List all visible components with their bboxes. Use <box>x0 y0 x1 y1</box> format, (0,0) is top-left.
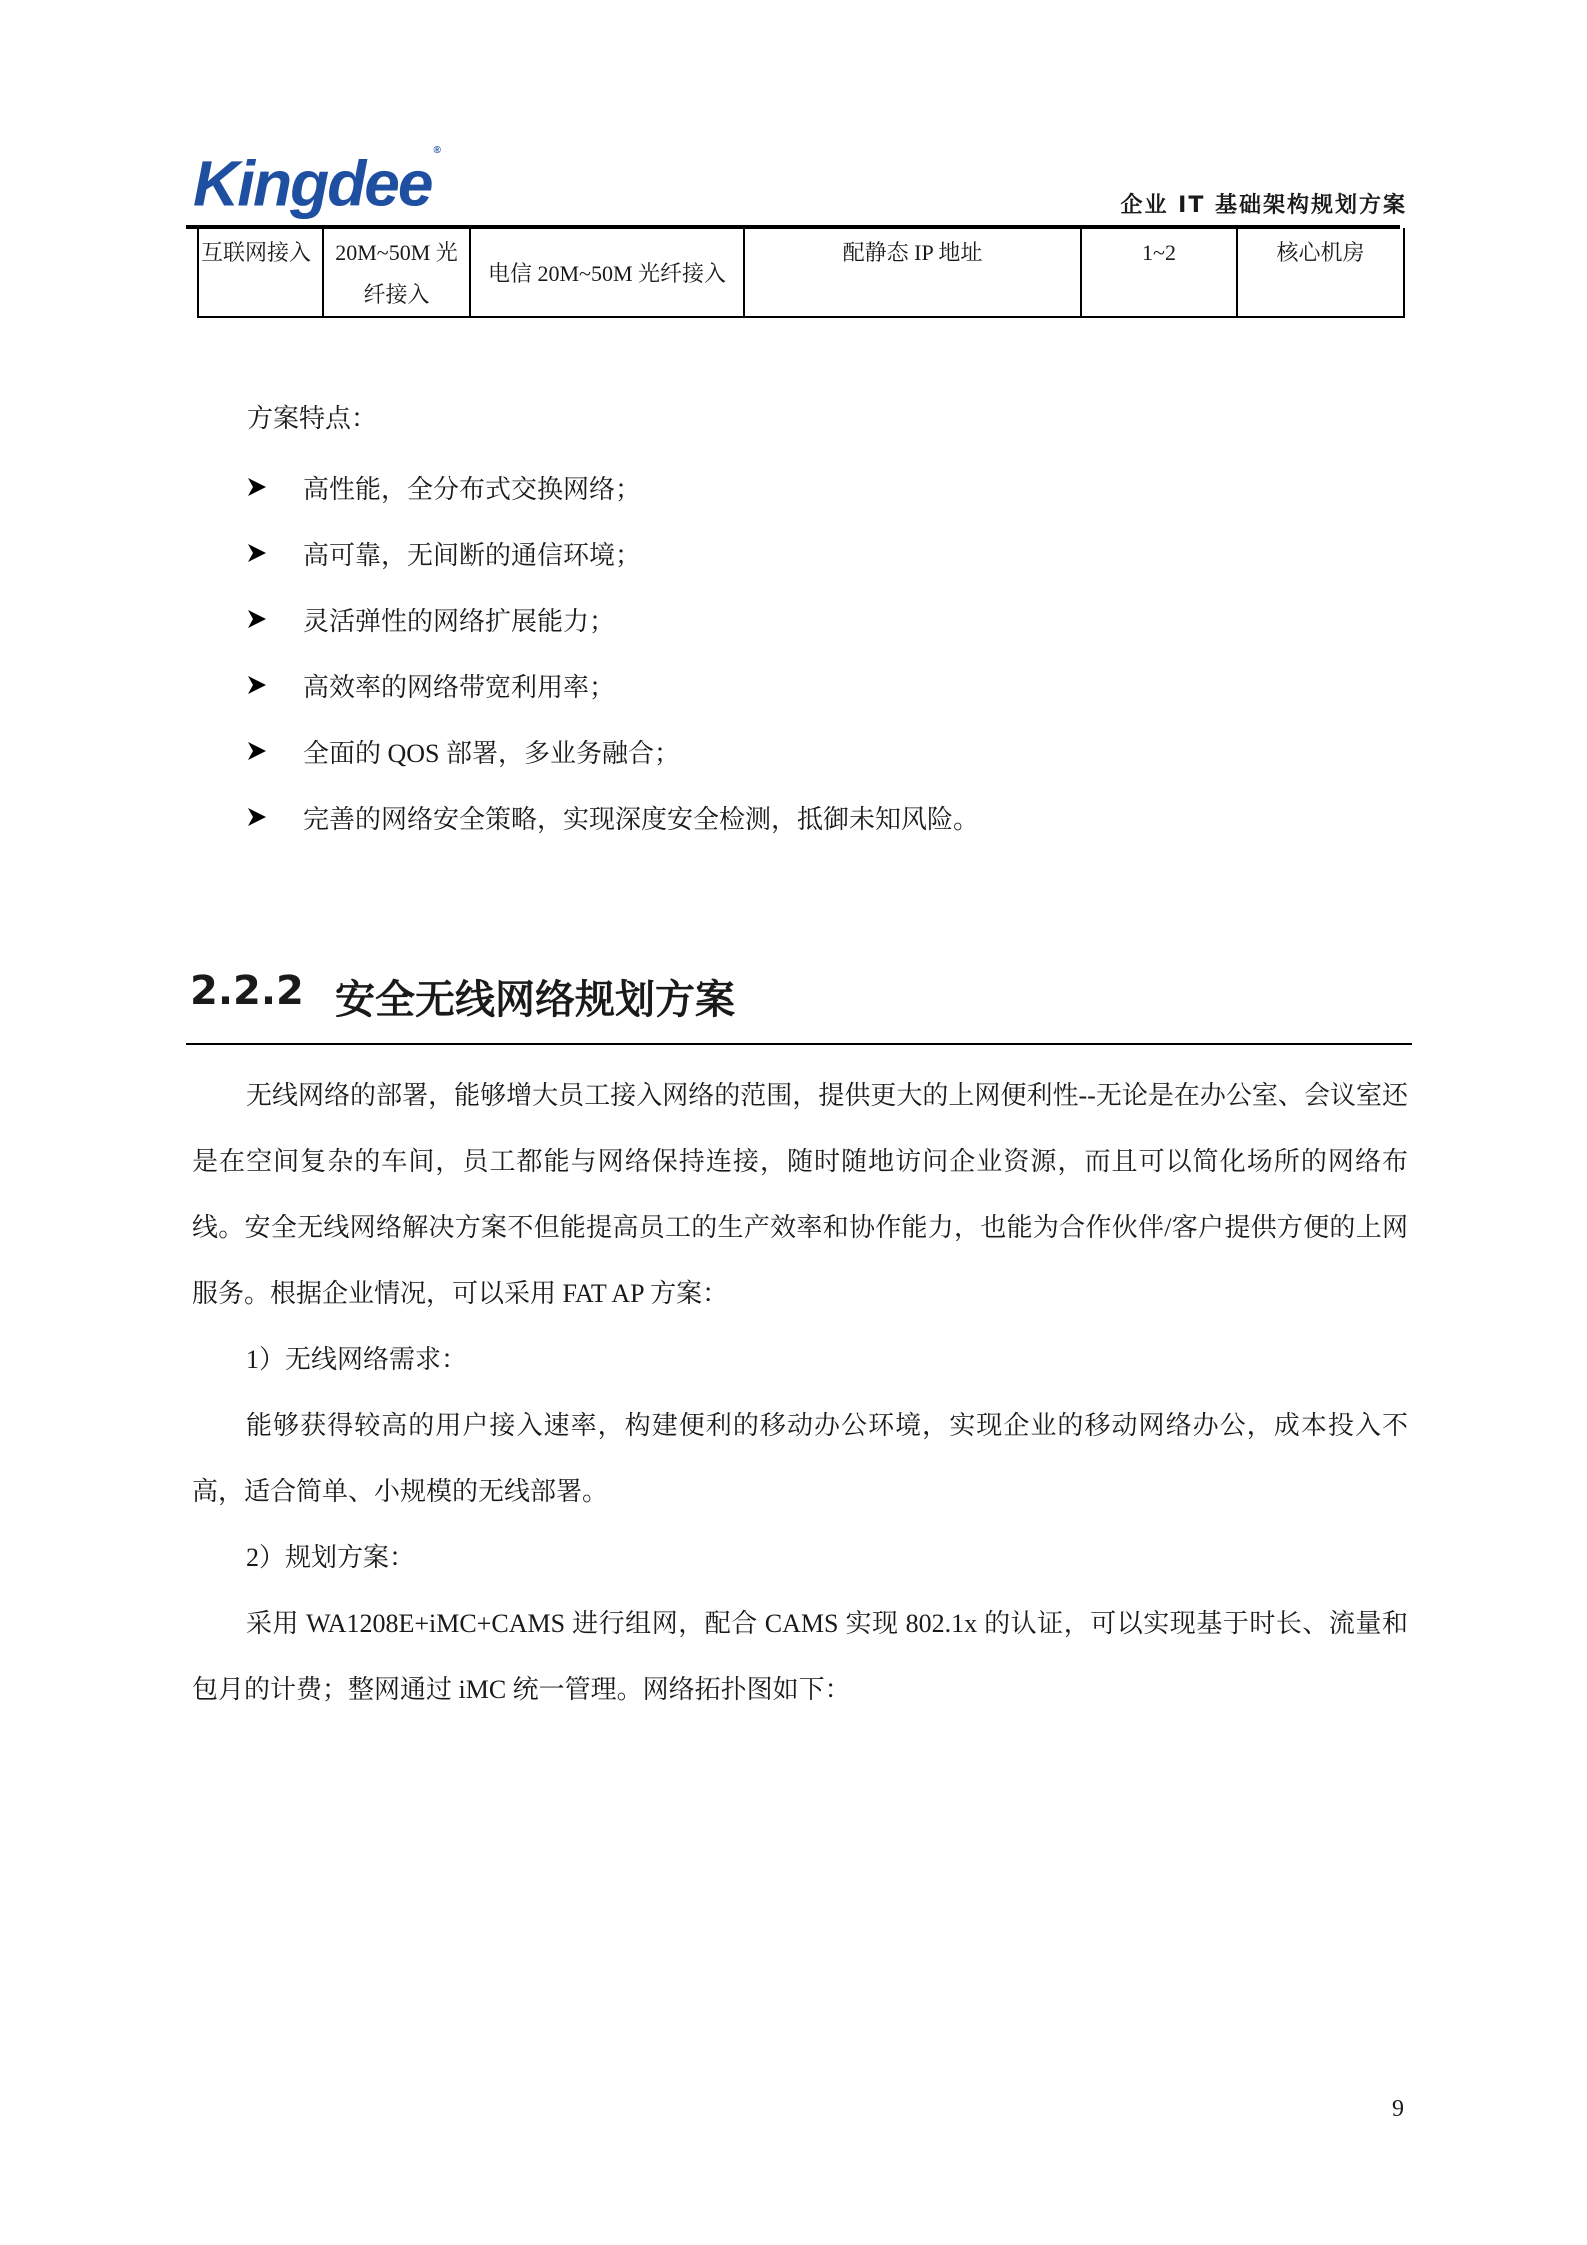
features-label: 方案特点： <box>247 404 378 433</box>
connection-table <box>197 228 1405 318</box>
feature-text: 完善的网络安全策略，实现深度安全检测，抵御未知风险。 <box>303 804 980 834</box>
cell-description: 电信 20M~50M 光纤接入 <box>470 228 744 317</box>
logo-text: Kingdee <box>193 147 432 220</box>
feature-text: 灵活弹性的网络扩展能力； <box>303 606 616 636</box>
list-item <box>247 718 979 784</box>
list-item <box>247 652 979 718</box>
document-title: 企业 IT 基础架构规划方案 <box>1120 193 1407 218</box>
arrow-bullet-icon <box>247 741 303 761</box>
trademark-symbol: ® <box>433 145 439 156</box>
section-title: 安全无线网络规划方案 <box>335 977 735 1023</box>
kingdee-logo <box>193 146 439 218</box>
arrow-bullet-icon <box>247 675 303 695</box>
feature-text: 全面的 QOS 部署，多业务融合； <box>303 738 681 768</box>
list-item <box>247 454 979 520</box>
cell-type: 互联网接入 <box>198 228 323 317</box>
requirements-text: 能够获得较高的用户接入速率，构建便利的移动办公环境，实现企业的移动网络办公，成本投入不高，适合简单、小规模的无线部署。 <box>192 1411 1408 1506</box>
arrow-bullet-icon <box>247 543 303 563</box>
list-item <box>247 586 979 652</box>
list-item <box>247 784 979 850</box>
plan-text: 采用 WA1208E+iMC+CAMS 进行组网，配合 CAMS 实现 802.1x 的认证，可以实现基于时长、流量和包月的计费；整网通过 iMC 统一管理。网络拓扑图如下： <box>192 1609 1408 1704</box>
plan-heading: 2）规划方案： <box>246 1543 416 1572</box>
intro-paragraph: 无线网络的部署，能够增大员工接入网络的范围，提供更大的上网便利性--无论是在办公室、会议室还是在空间复杂的车间，员工都能与网络保持连接，随时随地访问企业资源，而且可以简化场所的网络布线。安全无线网络解决方案不但能提高员工的生产效率和协作能力，也能为合作伙伴/客户提供方便的上网服务。根据企业情况，可以采用 FAT AP 方案： <box>192 1081 1408 1308</box>
page-number: 9 <box>1392 2096 1404 2122</box>
section-heading <box>190 968 735 1025</box>
arrow-bullet-icon <box>247 477 303 497</box>
feature-text: 高性能，全分布式交换网络； <box>303 474 642 504</box>
requirements-heading: 1）无线网络需求： <box>246 1345 468 1374</box>
cell-bandwidth: 20M~50M 光纤接入 <box>323 228 470 317</box>
feature-text: 高可靠，无间断的通信环境； <box>303 540 642 570</box>
cell-count: 1~2 <box>1081 228 1237 317</box>
section-rule <box>186 1043 1412 1045</box>
cell-ip: 配静态 IP 地址 <box>744 228 1081 317</box>
feature-text: 高效率的网络带宽利用率； <box>303 672 616 702</box>
list-item <box>247 520 979 586</box>
cell-location: 核心机房 <box>1237 228 1404 317</box>
feature-list <box>247 454 979 850</box>
arrow-bullet-icon <box>247 609 303 629</box>
table-row <box>198 228 1404 317</box>
section-number: 2.2.2 <box>190 968 304 1014</box>
arrow-bullet-icon <box>247 807 303 827</box>
